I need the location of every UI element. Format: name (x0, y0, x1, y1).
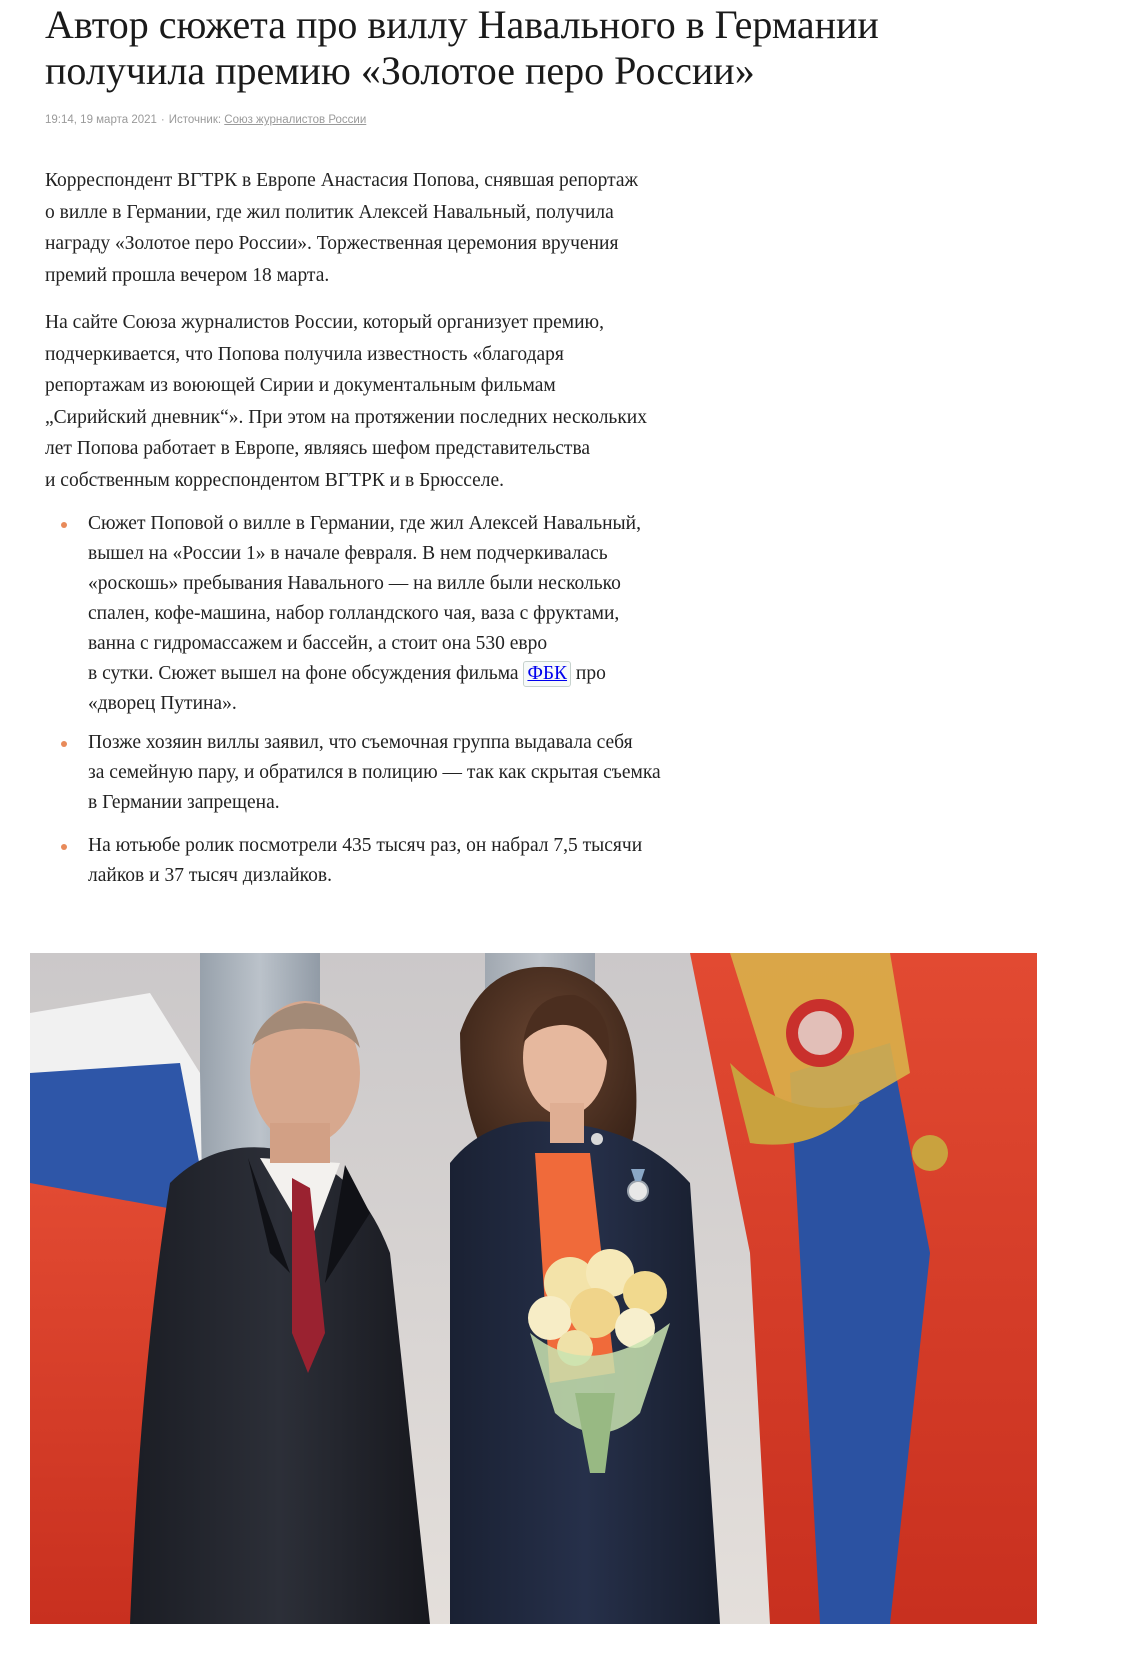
bullet-line (88, 659, 641, 689)
bullet-line: На ютьюбе ролик посмотрели 435 тысяч раз, он набрал 7,5 тысячи (88, 835, 643, 856)
title-line-2: получила премию «Золотое перо России» (45, 48, 755, 93)
source-link[interactable]: Союз журналистов России (224, 114, 367, 126)
source-label: Источник: (168, 114, 222, 126)
bullet-line: в Германии запрещена. (88, 792, 280, 813)
paragraph-line: На сайте Союза журналистов России, который организует премию, (45, 312, 604, 333)
photo-award-ceremony-icon (30, 953, 1037, 1624)
bullet-line: Позже хозяин виллы заявил, что съемочная группа выдавала себя (88, 732, 633, 753)
paragraph-line: подчеркивается, что Попова получила известность «благодаря (45, 343, 564, 365)
bullet-line-end: про (575, 663, 606, 684)
bullet-line: спален, кофе-машина, набор голландского чая, ваза с фруктами, (88, 603, 620, 624)
paragraph-line: Корреспондент ВГТРК в Европе Анастасия Попова, снявшая репортаж (45, 170, 638, 191)
paragraph-line: и собственным корреспондентом ВГТРК и в Брюсселе. (45, 469, 505, 491)
article-datetime: 19:14, 19 марта 2021 (45, 114, 157, 126)
bullet-line: ванна с гидромассажем и бассейн, а стоит она 530 евро (88, 633, 548, 654)
paragraph-line: награду «Золотое перо России». Торжественная церемония вручения (45, 233, 619, 254)
bullet-line: Сюжет Поповой о вилле в Германии, где жил Алексей Навальный, (88, 513, 641, 534)
article-title (45, 2, 1045, 94)
bullet-line: вышел на «России 1» в начале февраля. В нем подчеркивалась (88, 543, 608, 564)
bullet-line: «роскошь» пребывания Навального — на вилле были несколько (88, 573, 621, 594)
bullet-line-start: в сутки. Сюжет вышел на фоне обсуждения фильма (88, 663, 519, 684)
fbk-tag-link[interactable]: ФБК (523, 661, 571, 687)
paragraph-line: о вилле в Германии, где жил политик Алексей Навальный, получила (45, 201, 614, 223)
bullet-text (88, 831, 642, 891)
article-photo (30, 953, 1037, 1624)
paragraph-line: репортажам из воюющей Сирии и документальным фильмам (45, 375, 556, 396)
bullet-text (88, 728, 661, 818)
paragraph-line: лет Попова работает в Европе, являясь шефом представительства (45, 438, 591, 459)
bullet-dot-icon (61, 844, 67, 850)
paragraph-1 (45, 165, 785, 291)
title-line-1: Автор сюжета про виллу Навального в Германии (45, 2, 879, 47)
bullet-line: за семейную пару, и обратился в полицию — так как скрытая съемка (88, 762, 661, 783)
bullet-line: «дворец Путина». (88, 693, 237, 714)
article-meta (45, 114, 366, 126)
paragraph-line: премий прошла вечером 18 марта. (45, 264, 330, 286)
paragraph-2 (45, 307, 785, 496)
bullet-line: лайков и 37 тысяч дизлайков. (88, 865, 332, 886)
bullet-dot-icon (61, 741, 67, 747)
bullet-dot-icon (61, 522, 67, 528)
meta-separator: · (160, 114, 165, 126)
bullet-text (88, 509, 641, 719)
paragraph-line: „Сирийский дневник“». При этом на протяжении последних нескольких (45, 406, 647, 428)
